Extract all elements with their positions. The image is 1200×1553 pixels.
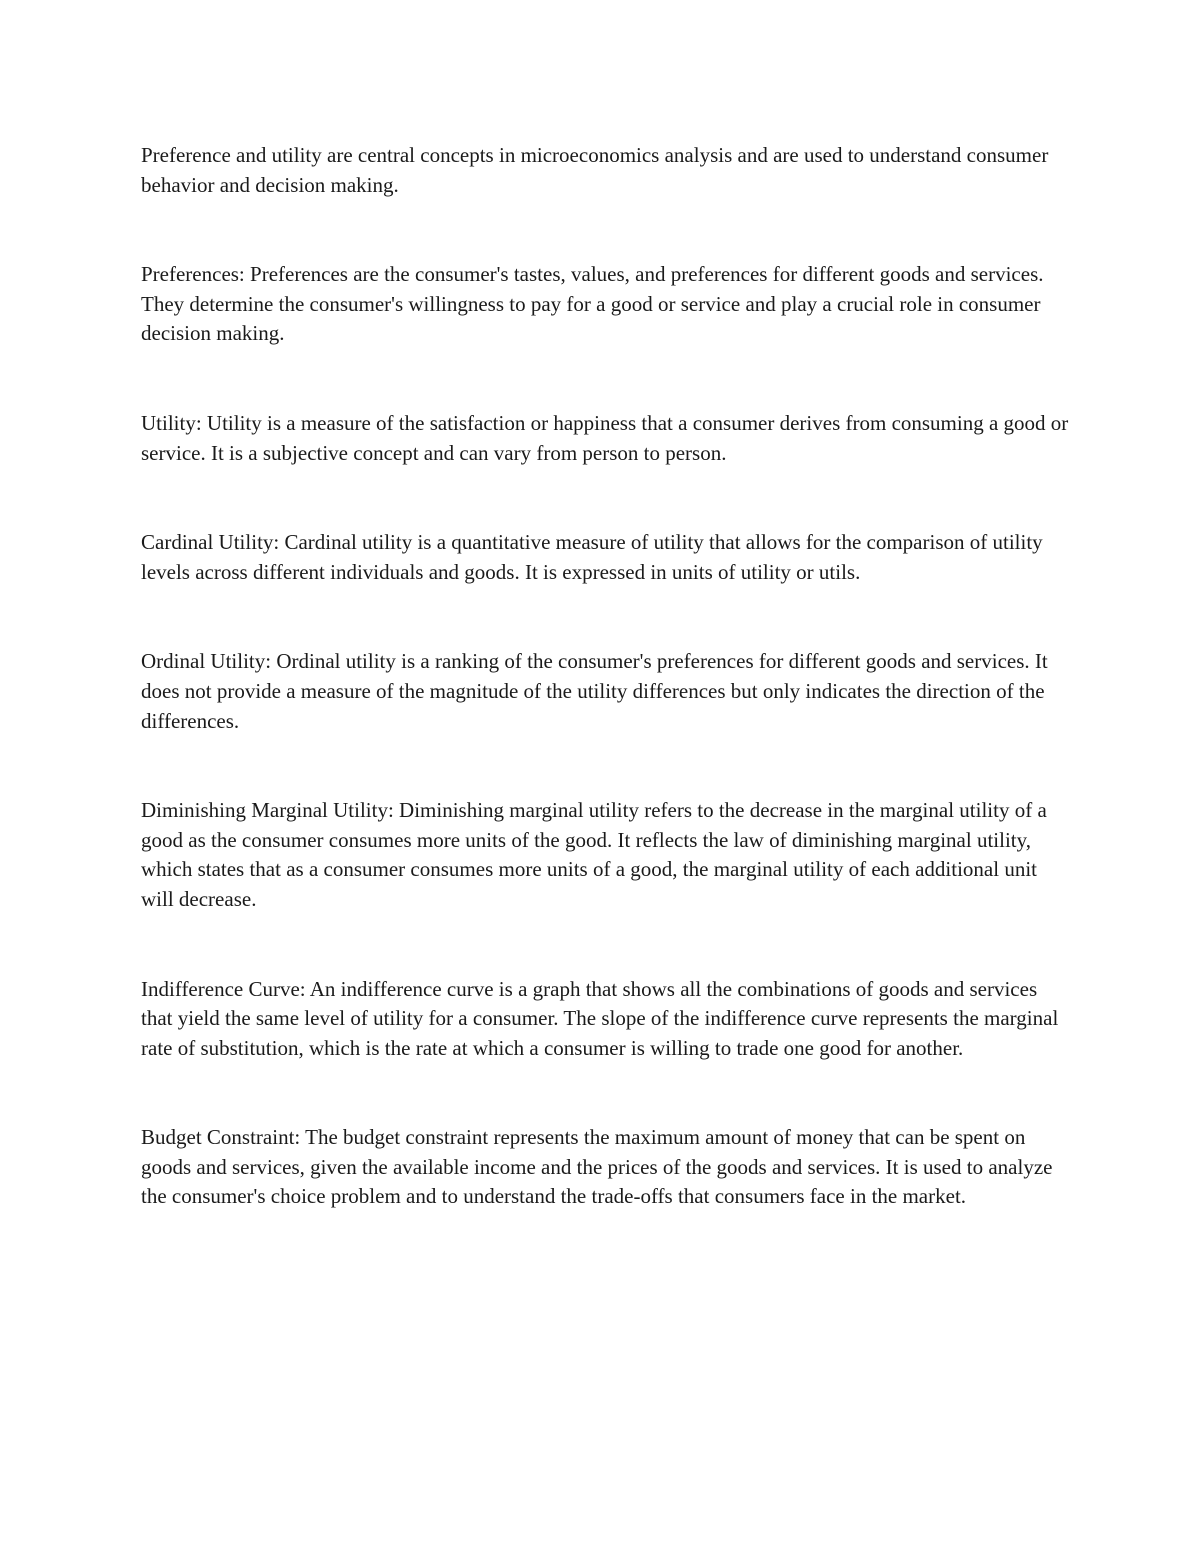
paragraph-intro: Preference and utility are central concepts in microeconomics analysis and are used to understand consumer behavior and decision making. <box>141 143 1049 197</box>
paragraph-utility: Utility: Utility is a measure of the satisfaction or happiness that a consumer derives from consuming a good or service. It is a subjective concept and can vary from person to person. <box>141 410 1069 465</box>
paragraph-cardinal-utility: Cardinal Utility: Cardinal utility is a quantitative measure of utility that allows for the comparison of utility levels across different individuals and goods. It is expressed in units of utility or utils. <box>141 530 1043 584</box>
document-body <box>141 141 1071 1272</box>
paragraph-preferences: Preferences: Preferences are the consumer's tastes, values, and preferences for different goods and services. They determine the consumer's willingness to pay for a good or service and play a crucial role in consumer decision making. <box>141 262 1044 346</box>
paragraph-budget-constraint: Budget Constraint: The budget constraint represents the maximum amount of money that can be spent on goods and services, given the available income and the prices of the goods and services. It is used to analyze the consumer's choice problem and to understand the trade-offs that consumers face in the market. <box>141 1125 1053 1209</box>
paragraph-indifference-curve: Indifference Curve: An indifference curve is a graph that shows all the combinations of goods and services that yield the same level of utility for a consumer. The slope of the indifference curve represents the marginal rate of substitution, which is the rate at which a consumer is willing to trade one good for another. <box>141 976 1059 1060</box>
paragraph-ordinal-utility: Ordinal Utility: Ordinal utility is a ranking of the consumer's preferences for different goods and services. It does not provide a measure of the magnitude of the utility differences but only indicates the direction of the differences. <box>141 649 1048 733</box>
paragraph-diminishing-marginal-utility: Diminishing Marginal Utility: Diminishing marginal utility refers to the decrease in the marginal utility of a good as the consumer consumes more units of the good. It reflects the law of diminishing marginal utility, which states that as a consumer consumes more units of a good, the marginal utility of each additional unit will decrease. <box>141 798 1047 911</box>
